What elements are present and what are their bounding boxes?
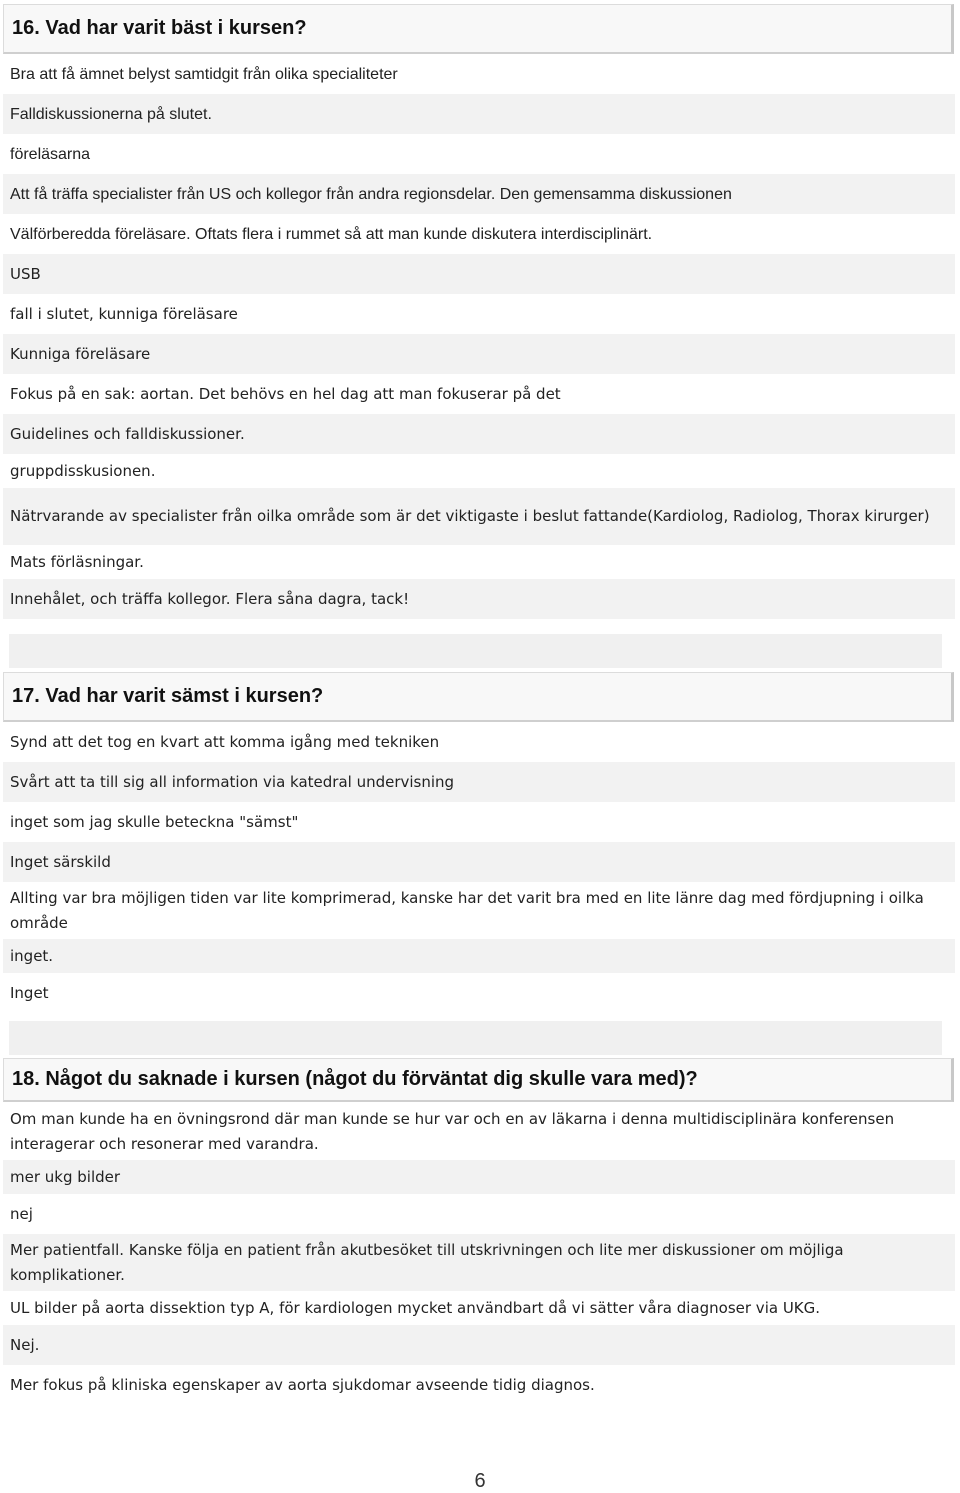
section-spacer <box>9 1021 942 1055</box>
answer-row: Nej. <box>3 1325 955 1365</box>
answer-list-18 <box>3 1103 955 1405</box>
answer-row: Bra att få ämnet belyst samtidgit från olika specialiteter <box>3 54 955 94</box>
answer-row: Fokus på en sak: aortan. Det behövs en hel dag att man fokuserar på det <box>3 374 955 414</box>
answer-row: Innehålet, och träffa kollegor. Flera såna dagra, tack! <box>3 579 955 619</box>
answer-row: inget som jag skulle beteckna "sämst" <box>3 802 955 842</box>
page-number: 6 <box>474 1470 486 1492</box>
answer-row: nej <box>3 1194 955 1234</box>
answer-row: Att få träffa specialister från US och kollegor från andra regionsdelar. Den gemensamma diskussionen <box>3 174 955 214</box>
answer-row: gruppdisskusionen. <box>3 454 955 488</box>
answer-row: Inget särskild <box>3 842 955 882</box>
answer-list-16 <box>3 54 955 619</box>
answer-row: UL bilder på aorta dissektion typ A, för kardiologen mycket användbart då vi sätter våra diagnoser via UKG. <box>3 1291 955 1325</box>
answer-row: Mer fokus på kliniska egenskaper av aorta sjukdomar avseende tidig diagnos. <box>3 1365 955 1405</box>
answer-row: Mats förläsningar. <box>3 545 955 579</box>
answer-row: fall i slutet, kunniga föreläsare <box>3 294 955 334</box>
answer-row: Synd att det tog en kvart att komma igång med tekniken <box>3 722 955 762</box>
answer-row: Nätrvarande av specialister från oilka område som är det viktigaste i beslut fattande(Kardiolog, Radiolog, Thorax kirurger) <box>3 488 955 545</box>
question-heading-17: 17. Vad har varit sämst i kursen? <box>3 672 954 722</box>
question-heading-16: 16. Vad har varit bäst i kursen? <box>3 4 954 54</box>
answer-row: USB <box>3 254 955 294</box>
answer-row: föreläsarna <box>3 134 955 174</box>
answer-row: Kunniga föreläsare <box>3 334 955 374</box>
answer-row: mer ukg bilder <box>3 1160 955 1194</box>
answer-row: Svårt att ta till sig all information via katedral undervisning <box>3 762 955 802</box>
answer-row: Inget <box>3 973 955 1013</box>
answer-row: Guidelines och falldiskussioner. <box>3 414 955 454</box>
answer-row: inget. <box>3 939 955 973</box>
answer-row: Allting var bra möjligen tiden var lite komprimerad, kanske har det varit bra med en lite länre dag med fördjupning i oilka område <box>3 882 955 939</box>
answer-row: Om man kunde ha en övningsrond där man kunde se hur var och en av läkarna i denna multidisciplinära konferensen interagerar och resonerar med varandra. <box>3 1103 955 1160</box>
question-heading-18: 18. Något du saknade i kursen (något du förväntat dig skulle vara med)? <box>3 1058 954 1102</box>
answer-list-17 <box>3 722 955 1013</box>
answer-row: Välförberedda föreläsare. Oftats flera i rummet så att man kunde diskutera interdisciplinärt. <box>3 214 955 254</box>
answer-row: Falldiskussionerna på slutet. <box>3 94 955 134</box>
answer-row: Mer patientfall. Kanske följa en patient från akutbesöket till utskrivningen och lite mer diskussioner om möjliga komplikationer. <box>3 1234 955 1291</box>
section-spacer <box>9 634 942 668</box>
